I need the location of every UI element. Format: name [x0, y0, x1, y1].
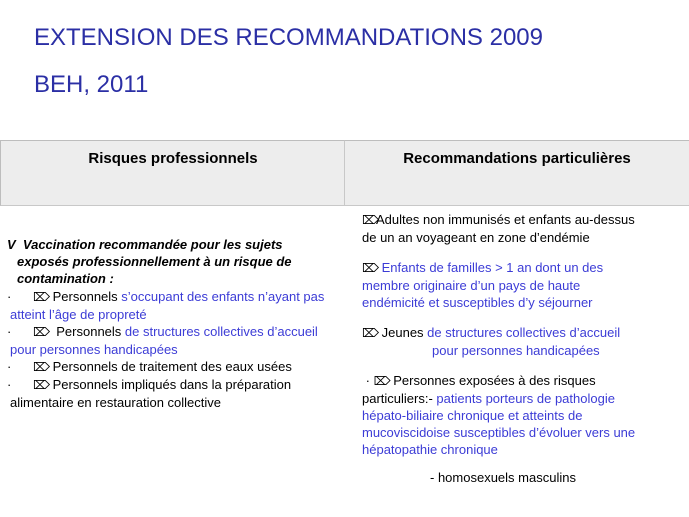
list-item — [7, 376, 352, 394]
rec-jeunes-text: Jeunes — [381, 325, 428, 340]
intro-line-2: exposés professionnellement à un risque de — [17, 254, 292, 269]
rec-risques-blue: patients porteurs de pathologie — [436, 391, 615, 406]
checkbox-icon: ⌦ — [362, 326, 379, 340]
rec-risques-text: Personnes exposées à des risques — [393, 373, 596, 388]
list-item — [7, 288, 352, 306]
checkbox-icon: ⌦ — [362, 213, 379, 227]
list-item — [7, 323, 352, 341]
rec-risques-label: particuliers:- — [362, 391, 437, 406]
rec-risques — [362, 372, 687, 390]
header-risques: Risques professionnels — [88, 150, 258, 167]
checkbox-icon: ⌦ — [33, 290, 50, 304]
checkbox-icon: ⌦ — [373, 374, 391, 388]
rec-families-text: Enfants de familles > 1 an dont un des — [381, 260, 604, 275]
right-column — [362, 211, 687, 486]
list-item — [7, 358, 352, 376]
item-text: Personnels impliqués dans la préparation — [52, 377, 292, 392]
rec-risques-cont: hépatopathie chronique — [362, 442, 498, 457]
rec-homosexuels: - homosexuels masculins — [430, 470, 576, 485]
rec-jeunes-blue: de structures collectives d’accueil — [427, 325, 621, 340]
list-item-cont: alimentaire en restauration collective — [10, 395, 221, 410]
item-text: Personnels — [56, 324, 125, 339]
header-recommandations: Recommandations particulières — [403, 150, 631, 167]
rec-families-cont: endémicité et susceptibles d’y séjourner — [362, 295, 593, 310]
bullet: · — [365, 373, 370, 388]
list-item-cont: pour personnes handicapées — [10, 342, 178, 357]
intro-text-1: Vaccination recommandée pour les sujets — [22, 237, 283, 252]
header-cell-risques — [0, 140, 345, 206]
item-text-blue: s’occupant des enfants n’ayant pas — [121, 289, 325, 304]
header-cell-recommandations — [344, 140, 689, 206]
intro-line-3: contamination : — [17, 271, 114, 286]
rec-families — [362, 259, 687, 277]
left-column — [7, 236, 352, 411]
rec-jeunes — [362, 324, 687, 342]
slide-title: EXTENSION DES RECOMMANDATIONS 2009 — [34, 24, 543, 51]
rec-travel-text: Adultes non immunisés et enfants au-dessus — [376, 212, 635, 227]
checkbox-icon: ⌦ — [33, 325, 50, 339]
intro-line-1 — [7, 236, 352, 253]
rec-risques-cont — [362, 390, 687, 407]
v-marker: V — [7, 237, 16, 252]
list-item-cont: atteint l’âge de propreté — [10, 307, 147, 322]
rec-risques-cont: mucoviscidoise susceptibles d’évoluer vers une — [362, 425, 636, 440]
rec-jeunes-cont: pour personnes handicapées — [432, 343, 600, 358]
rec-families-cont: membre originaire d’un pays de haute — [362, 278, 581, 293]
item-text: Personnels — [52, 289, 122, 304]
checkbox-icon: ⌦ — [33, 378, 50, 392]
rec-risques-cont: hépato-biliaire chronique et atteints de — [362, 408, 583, 423]
item-text-blue: de structures collectives d’accueil — [124, 324, 318, 339]
rec-travel-cont: de un an voyageant en zone d’endémie — [362, 230, 590, 245]
bullet: · — [7, 377, 12, 392]
rec-travel — [362, 211, 687, 229]
item-text: Personnels de traitement des eaux usées — [52, 359, 292, 374]
checkbox-icon: ⌦ — [33, 360, 50, 374]
checkbox-icon: ⌦ — [362, 261, 379, 275]
slide-subtitle: BEH, 2011 — [34, 71, 149, 98]
bullet: · — [7, 324, 12, 339]
bullet: · — [7, 359, 12, 374]
bullet: · — [7, 289, 12, 304]
